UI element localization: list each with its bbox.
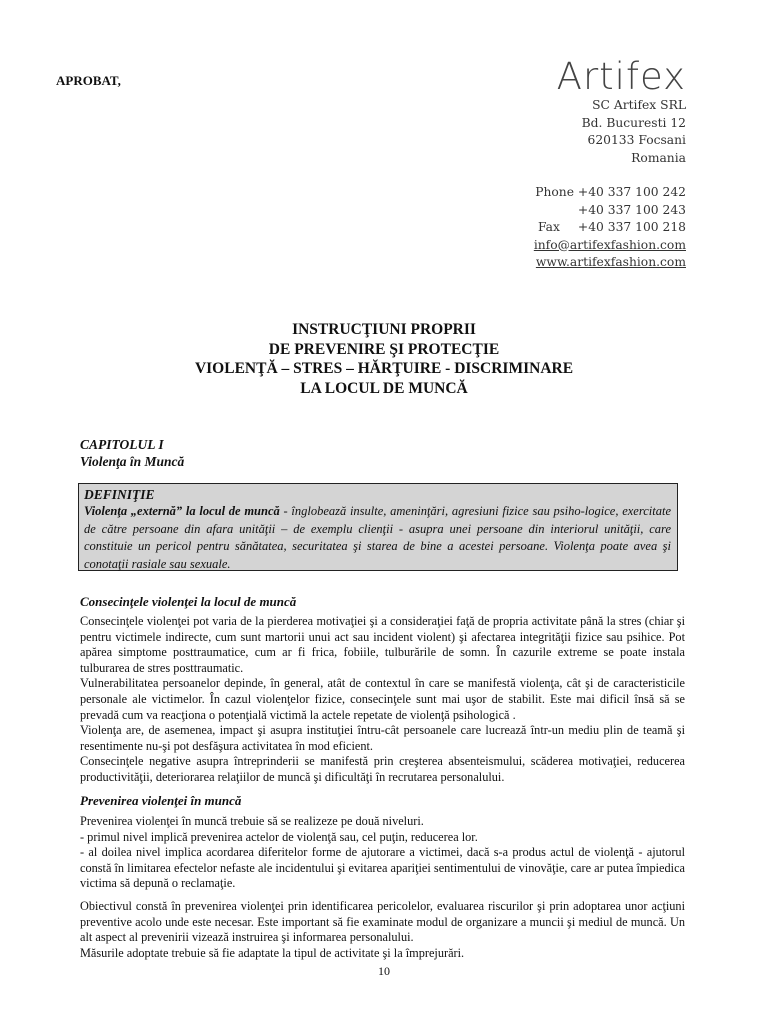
chapter-heading — [80, 436, 184, 470]
phone-row-1 — [534, 184, 686, 202]
company-contact — [534, 184, 686, 272]
definition-heading: DEFINIŢIE — [84, 487, 155, 502]
section-heading-consequences: Consecinţele violenţei la locul de muncă — [80, 594, 297, 609]
phone-number-2: +40 337 100 243 — [577, 202, 686, 217]
paragraph: Prevenirea violenţei în muncă trebuie să se realizeze pe două niveluri. — [80, 814, 424, 828]
phone-number-1: +40 337 100 242 — [577, 185, 686, 199]
prevention-body — [80, 814, 685, 961]
address-line: Romania — [631, 150, 686, 165]
phone-row-2 — [534, 202, 686, 220]
definition-text — [84, 503, 671, 573]
paragraph: Obiectivul constă în prevenirea violenţei prin identificarea pericolelor, evaluarea riscurilor şi prin adoptarea unor acţiuni preventive acolo unde este necesar. Este important să fie examinate modul de organizare a muncii şi mediul de muncă. Un alt aspect al prevenirii vizează instruirea şi informarea personalului. — [80, 898, 685, 945]
address-line: SC Artifex SRL — [592, 98, 686, 112]
definition-term: Violenţa „externă” la locul de muncă — [84, 504, 280, 518]
email-link[interactable]: info@artifexfashion.com — [533, 237, 686, 252]
company-address — [582, 97, 686, 167]
paragraph: - primul nivel implică prevenirea actelor de violenţă sau, cel puţin, reducerea lor. — [80, 829, 478, 844]
website-link[interactable]: www.artifexfashion.com — [535, 255, 686, 269]
email-row — [534, 237, 686, 255]
fax-row — [534, 219, 686, 237]
fax-label: Fax — [537, 220, 560, 234]
title-line: DE PREVENIRE ŞI PROTECŢIE — [268, 340, 500, 358]
paragraph: Violenţa are, de asemenea, impact şi asupra instituţiei întru-cât persoanele care lucrează într-un mediu plin de teamă şi resentimente nu-şi pot desfăşura activitatea în mod eficient. — [80, 723, 685, 753]
title-line: LA LOCUL DE MUNCĂ — [300, 379, 468, 397]
company-logo: Artifex — [556, 55, 686, 98]
title-line: INSTRUCŢIUNI PROPRII — [292, 321, 476, 338]
consequences-body — [80, 614, 685, 786]
document-title — [0, 320, 768, 398]
chapter-number: CAPITOLUL I — [80, 437, 164, 452]
page-number: 10 — [378, 964, 390, 978]
paragraph: Consecinţele negative asupra întreprinderii se manifestă prin creşterea absenteismului, scăderea motivaţiei, reducerea productivităţii, deteriorarea relaţiilor de muncă şi dificultăţi în recrutarea personalului. — [80, 754, 685, 784]
website-row — [534, 254, 686, 272]
definition-body: - înglobează insulte, ameninţări, agresiuni fizice sau psiho-logice, exercitate de către persoane din afara unităţii – de exemplu clienţii - asupra unei persoane din interiorul unităţii, care constituie un pericol pentru sănătatea, securitatea şi starea de bine a acestei persoane. Violenţa poate avea şi conotaţii rasiale sau sexuale. — [84, 504, 671, 571]
paragraph: - al doilea nivel implica acordarea diferitelor forme de ajutorare a victimei, dacă s-a produs actul de violenţă - ajutorul constă în limitarea efectelor nefaste ale incidentului şi evitarea apariţiei sentimentului de vinovăţie, care ar putea împiedica victima să depună o reclamaţie. — [80, 845, 685, 891]
address-line: Bd. Bucuresti 12 — [581, 115, 686, 130]
chapter-name: Violenţa în Muncă — [80, 454, 185, 469]
address-line: 620133 Focsani — [587, 133, 686, 147]
paragraph: Măsurile adoptate trebuie să fie adaptate la tipul de activitate şi la împrejurări. — [80, 945, 465, 960]
fax-number: +40 337 100 218 — [577, 220, 686, 234]
section-heading-prevention: Prevenirea violenţei în muncă — [80, 793, 242, 808]
phone-label: Phone — [535, 185, 574, 199]
approval-label: APROBAT, — [56, 73, 121, 88]
definition-box — [78, 483, 678, 571]
paragraph: Vulnerabilitatea persoanelor depinde, în general, atât de contextul în care se manifestă violenţa, cât şi de caracteristicile personale ale victimelor. În cazul violenţelor fizice, consecinţele sunt mai uşor de stabilit. Este mai dificil însă să se prevadă cum va reacţiona o potenţială victimă la actele repetate de violenţă psihologică . — [80, 676, 685, 722]
title-line: VIOLENŢĂ – STRES – HĂRŢUIRE - DISCRIMINARE — [194, 360, 574, 377]
paragraph: Consecinţele violenţei pot varia de la pierderea motivaţiei şi a consideraţiei faţă de propria activitate până la stres (chiar şi pentru victimele indirecte, cum sunt martorii unui act sau incident violent) şi afectarea integrităţii fizice sau psihice. Pot apărea simptome posttraumatice, cum ar fi frica, fobiile, tulburările de somn. În cazurile extreme se poate instala tulburarea de stres posttraumatic. — [80, 614, 685, 675]
